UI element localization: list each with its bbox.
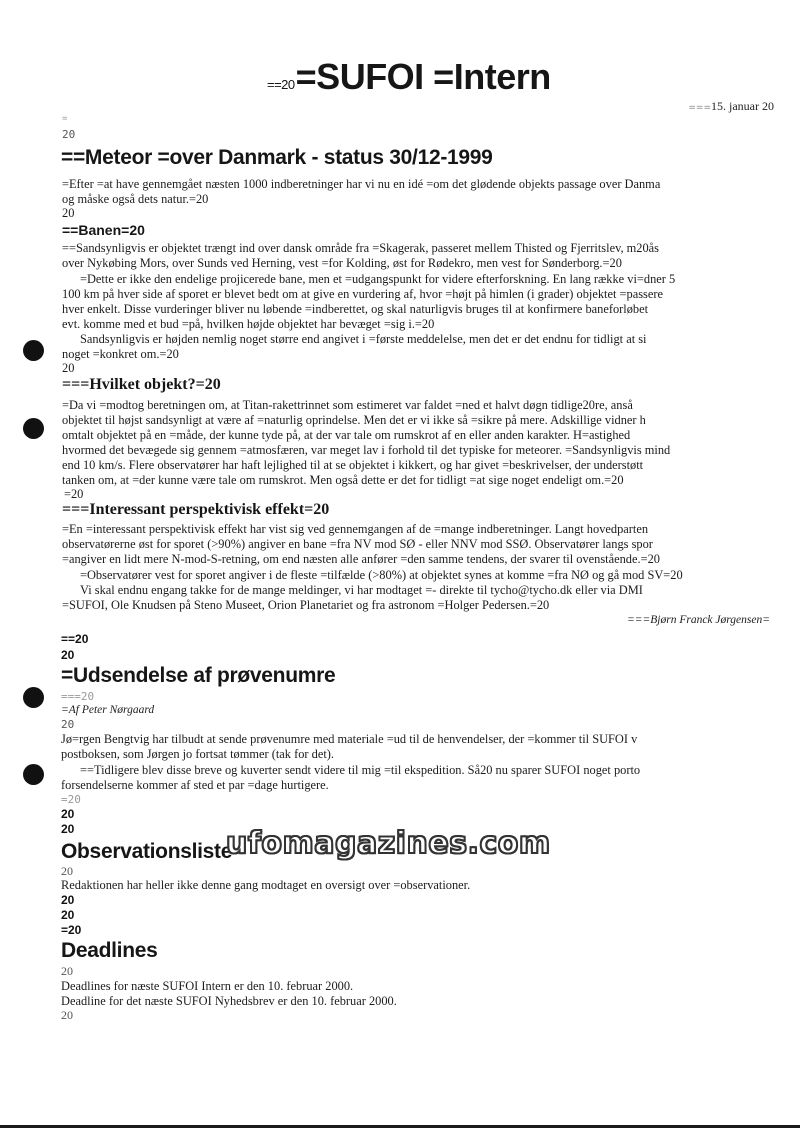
paragraph-line: evt. komme med et bud =på, hvilken højde objektet har bevæget =sig i.=20	[62, 317, 435, 331]
paragraph-line: =En =interessant perspektivisk effekt har vist sig ved gennemgangen af de =mange indberetninger. Langt hovedparten	[62, 522, 649, 536]
encoding-marker: 20	[61, 864, 73, 878]
encoding-marker: =20	[61, 923, 82, 937]
paragraph-line: omtalt objektet på en =måde, der kunne tyde på, at der var tale om rumskrot af en eller anden karakter. H=astighed	[62, 428, 631, 442]
encoding-marker: ===20	[61, 690, 95, 703]
encoding-marker: ==20	[61, 632, 89, 646]
issue-date	[688, 99, 774, 114]
paragraph-line: =SUFOI, Ole Knudsen på Steno Museet, Orion Planetariet og fra astronom =Holger Pedersen.=20	[62, 598, 550, 612]
punch-hole-4	[23, 764, 44, 785]
paragraph-line: Redaktionen har heller ikke denne gang modtaget en oversigt over =observationer.	[61, 878, 471, 892]
encoding-marker: 20	[61, 964, 73, 978]
paragraph-line: noget =konkret om.=20	[62, 347, 179, 361]
encoding-marker: 20	[61, 807, 75, 821]
bottom-edge-rule	[0, 1125, 800, 1128]
section-heading-udsendelse: =Udsendelse af prøvenumre	[61, 664, 336, 687]
paragraph-line: over Nykøbing Mors, over Sunds ved Herning, vest =for Kolding, øst for Rødekro, men vest for Sønderborg.=20	[62, 256, 622, 270]
paragraph-line: =angiver en lidt mere N-mod-S-retning, om end næsten alle anfører =den samme tendens, der svarer til ovenstående.=20	[62, 552, 660, 566]
paragraph-line: objektet til højst sandsynligt at være af =naturlig oprindelse. Men det er vi ikke så =sikre på mere. Adskillige vidner h	[62, 413, 646, 427]
section-heading-deadlines: Deadlines	[61, 939, 158, 962]
paragraph-line: =Efter =at have gennemgået næsten 1000 indberetninger har vi nu en idé =om det glødende objekts passage over Danma	[62, 177, 661, 191]
paragraph-line: =Observatører vest for sporet angiver i de fleste =tilfælde (>80%) at objektet synes at komme =fra NØ og gå mod SV=20	[80, 568, 683, 582]
paragraph-line: =Da vi =modtog beretningen om, at Titan-rakettrinnet som estimeret var faldet =ned et halvt døgn tidlige20re, anså	[62, 398, 633, 412]
punch-hole-1	[23, 340, 44, 361]
section-heading-banen: ==Banen=20	[62, 222, 145, 238]
paragraph-line: ==Sandsynligvis er objektet trængt ind over dansk område fra =Skagerak, passeret mellem Thisted og Fjerritslev, m20ås	[62, 241, 660, 255]
paragraph-line: 100 km på hver side af sporet er blevet bedt om at give en vurdering af, hvor =højt på himlen (i grader) objektet =passere	[62, 287, 663, 301]
encoding-marker: 20	[61, 908, 75, 922]
section-heading-observationsliste: Observationsliste	[61, 840, 233, 863]
section-heading-perspektiv: ===Interessant perspektivisk effekt=20	[62, 501, 330, 518]
paragraph-line: hvormed det bevægede sig gennem =atmosfæren, var meget lav i forhold til det typiske for meteorer. =Sandsynligvis mind	[62, 443, 671, 457]
masthead-prefix: ==20	[267, 77, 295, 92]
paragraph-line: Vi skal endnu engang takke for de mange meldinger, vi har modtaget =- direkte til tycho@tycho.dk eller via DMI	[80, 583, 643, 597]
encoding-marker: 20	[61, 893, 75, 907]
paragraph-line: og måske også dets natur.=20	[62, 192, 209, 206]
encoding-marker: 20	[61, 822, 75, 836]
paragraph-line: ==Tidligere blev disse breve og kuverter sendt videre til mig =til ekspedition. Så20 nu sparer SUFOI noget porto	[80, 763, 641, 777]
paragraph-line: observatørerne øst for sporet (>90%) angiver en bane =fra NV mod SØ - eller NNV mod SSØ. Observatører langs spor	[62, 537, 653, 551]
paragraph-line: hver enkelt. Disse vurderinger bliver nu løbende =indberettet, og skal naturligvis bruges til at konfirmere baneforløbet	[62, 302, 649, 316]
masthead-text: =SUFOI =Intern	[295, 56, 551, 97]
paragraph-line: postboksen, som Jørgen jo fortsat tømmer (tak for det).	[61, 747, 335, 761]
paragraph-line: Sandsynligvis er højden nemlig noget større end angivet i =første meddelelse, men det er det endnu for tidligt at si	[80, 332, 647, 346]
encoding-marker: 20	[62, 128, 76, 141]
punch-hole-2	[23, 418, 44, 439]
paragraph-line: end 10 km/s. Flere observatører har haft lejlighed til at se objektet i kikkert, og har givet =beskrivelser, der understøtt	[62, 458, 644, 472]
punch-hole-3	[23, 687, 44, 708]
author-signature: ===Bjørn Franck Jørgensen=	[626, 614, 770, 626]
paragraph-line: Deadlines for næste SUFOI Intern er den 10. februar 2000.	[61, 979, 354, 993]
paragraph-line: forsendelserne kommer af sted et par =dage hurtigere.	[61, 778, 329, 792]
encoding-marker: =20	[64, 487, 84, 501]
encoding-marker: =20	[61, 793, 81, 806]
encoding-marker: 20	[62, 361, 75, 375]
paragraph-line: =Dette er ikke den endelige projicerede bane, men et =udgangspunkt for videre efterforskning. En lang række vi=dner 5	[80, 272, 676, 286]
date-prefix: ===	[688, 103, 712, 113]
byline: =Af Peter Nørgaard	[61, 704, 155, 716]
paragraph-line: Deadline for det næste SUFOI Nyhedsbrev er den 10. februar 2000.	[61, 994, 397, 1008]
encoding-marker: 20	[61, 648, 75, 662]
paragraph-line: Jø=rgen Bengtvig har tilbudt at sende prøvenumre med materiale =ud til de henvendelser, der =kommer til SUFOI v	[61, 732, 638, 746]
section-heading-meteor: ==Meteor =over Danmark - status 30/12-1999	[61, 146, 493, 169]
watermark-logo: ufomagazines.com	[226, 826, 551, 861]
encoding-marker: 20	[61, 718, 75, 731]
encoding-marker: 20	[61, 1008, 73, 1022]
encoding-marker: =	[62, 114, 68, 124]
masthead-title	[267, 56, 551, 98]
paragraph-line: tanken om, at =der kunne være tale om rumskrot. Men også dette er det for tidligt =at sige noget endeligt om.=20	[62, 473, 624, 487]
section-heading-hvilket-objekt: ===Hvilket objekt?=20	[62, 376, 221, 393]
encoding-marker: 20	[62, 206, 75, 220]
date-text: 15. januar 20	[711, 99, 774, 113]
